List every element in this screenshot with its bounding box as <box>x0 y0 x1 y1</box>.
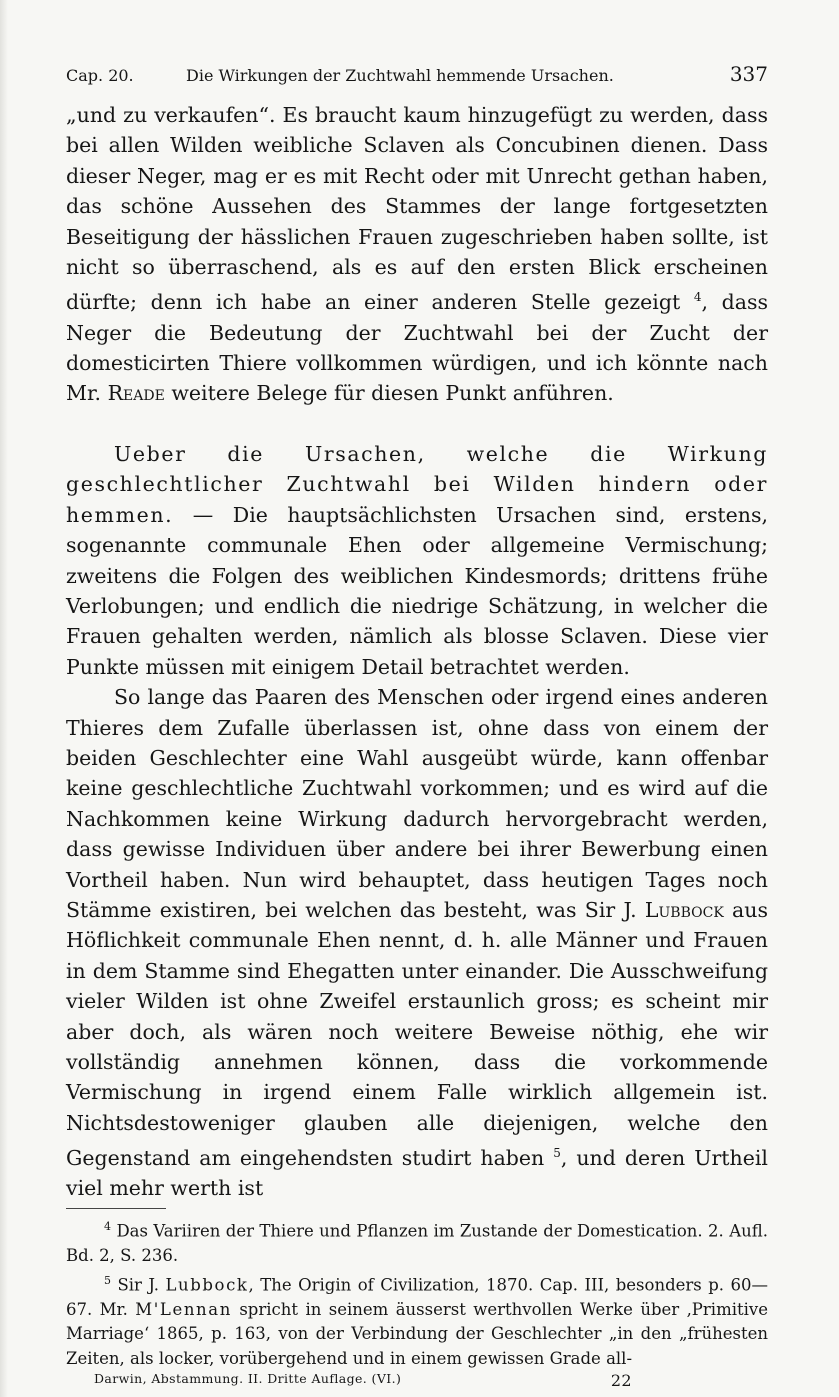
footnote-5: $^5$ Sir J. Lubbock, The Origin of Civilization, 1870. Cap. III, besonders p. 60—67. Mr. M'Lennan spricht in seinem äusserst werthvollen Werke über ‚Primitive Marriage‘ 1865, p. 163, von der Verbindung der Geschlechter „in den „frühesten Zeiten, als locker, vorübergehend und in einem gewissen Grade all- <box>66 1273 768 1368</box>
footnote-rule <box>66 1208 166 1209</box>
running-title: Die Wirkungen der Zuchtwahl hemmende Ursachen. <box>186 66 614 85</box>
footnote-4: $^4$ Das Variiren der Thiere und Pflanzen im Zustande der Domestication. 2. Aufl. Bd. 2, S. 236. <box>66 1219 769 1265</box>
signature-text: Darwin, Abstammung. II. Dritte Auflage. (VI.) <box>94 1371 402 1387</box>
running-header <box>66 62 768 96</box>
paragraph-2: Ueber die Ursachen, welche die Wirkung geschlechtlicher Zuchtwahl bei Wilden hindern oder hemmen. — Die hauptsächlichsten Ursachen sind, erstens, sogenannte communale Ehen oder allgemeine Vermischung; zweitens die Folgen des weiblichen Kindesmords; drittens frühe Verlobungen; und endlich die niedrige Schätzung, in welcher die Frauen gehalten werden, nämlich als blosse Sclaven. Diese vier Punkte müssen mit einigem Detail betrachtet werden. <box>66 441 768 679</box>
chapter-label: Cap. 20. <box>66 66 134 85</box>
signature-line <box>66 1371 768 1390</box>
paragraph-3: So lange das Paaren des Menschen oder irgend eines anderen Thieres dem Zufalle überlassen ist, ohne dass von einem der beiden Geschlechter eine Wahl ausgeübt würde, kann offenbar keine geschlechtliche Zuchtwahl vorkommen; und es wird auf die Nachkommen keine Wirkung dadurch hervorgebracht werden, dass gewisse Individuen über andere bei ihrer Bewerbung einen Vortheil haben. Nun wird behauptet, dass heutigen Tages noch Stämme existiren, bei welchen das besteht, was Sir J. Lubbock aus Höflichkeit communale Ehen nennt, d. h. alle Männer und Frauen in dem Stamme sind Ehegatten unter einander. Die Ausschweifung vieler Wilden ist ohne Zweifel erstaunlich gross; es scheint mir aber doch, als wären noch weitere Beweise nöthig, ehe wir vollständig annehmen können, dass die vorkommende Vermischung in irgend einem Falle wirklich allgemein ist. Nichtsdestoweniger glauben alle diejenigen, welche den Gegenstand am eingehendsten studirt haben $^5$, und deren Urtheil viel mehr werth ist <box>66 685 768 1201</box>
book-page <box>66 62 768 1390</box>
footnotes <box>66 1215 768 1372</box>
author-name: Lubbock <box>644 897 724 922</box>
main-text <box>66 100 768 1204</box>
signature-number: 22 <box>610 1371 632 1391</box>
page-binding-edge <box>0 0 8 1397</box>
footnote-ref-5: 5 <box>553 1146 561 1161</box>
page-number: 337 <box>729 62 768 86</box>
section-heading: Ueber die Ursachen, welche die Wirkung geschlechtlicher Zuchtwahl bei Wilden hindern oder hemmen. <box>66 441 768 527</box>
paragraph-1: „und zu verkaufen“. Es braucht kaum hinzugefügt zu werden, dass bei allen Wilden weibliche Sclaven als Concubinen dienen. Dass dieser Neger, mag er es mit Recht oder mit Unrecht gethan haben, das schöne Aussehen des Stammes der lange fortgesetzten Beseitigung der hässlichen Frauen zugeschrieben haben sollte, ist nicht so überraschend, als es auf den ersten Blick erscheinen dürfte; denn ich habe an einer anderen Stelle gezeigt $^4$, dass Neger die Bedeutung der Zuchtwahl bei der Zucht der domesticirten Thiere vollkommen würdigen, und ich könnte nach Mr. Reade weitere Belege für diesen Punkt anführen. <box>66 103 768 406</box>
footnote-ref-4: 4 <box>693 290 702 305</box>
author-name: Reade <box>107 381 165 406</box>
